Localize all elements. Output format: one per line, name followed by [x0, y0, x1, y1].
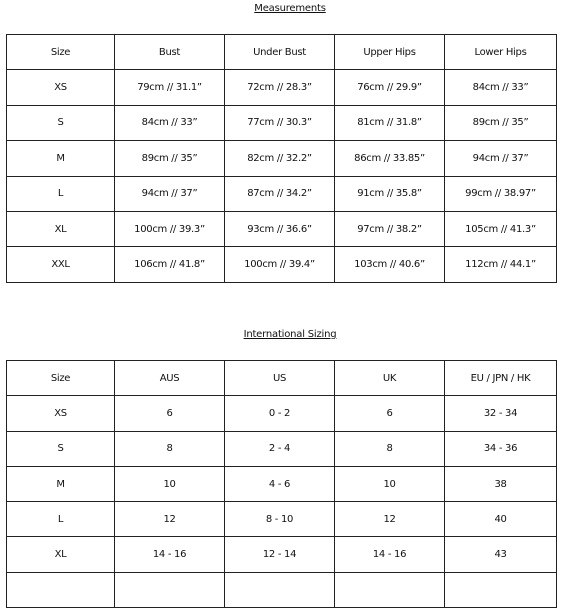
international-sizing-title: International Sizing [243, 329, 337, 340]
table-cell: 6 [115, 396, 225, 431]
table-row [7, 176, 557, 211]
table-cell: 0 - 2 [225, 396, 335, 431]
table-cell [225, 572, 335, 607]
measurements-title: Measurements [254, 3, 326, 14]
table-cell: 6 [335, 396, 445, 431]
table-cell: 94cm // 37” [445, 141, 557, 176]
table-cell: S [7, 105, 115, 140]
table-cell: 82cm // 32.2” [225, 141, 335, 176]
table-cell: 91cm // 35.8” [335, 176, 445, 211]
table-cell: 84cm // 33” [115, 105, 225, 140]
table-cell: 89cm // 35” [445, 105, 557, 140]
table-cell: 77cm // 30.3” [225, 105, 335, 140]
table-cell: 76cm // 29.9” [335, 70, 445, 105]
table-cell: 10 [115, 466, 225, 501]
column-header: US [225, 361, 335, 396]
table-row [7, 502, 557, 537]
table-cell: 112cm // 44.1” [445, 247, 557, 282]
table-cell: M [7, 466, 115, 501]
column-header: AUS [115, 361, 225, 396]
table-cell: 12 - 14 [225, 537, 335, 572]
table-cell [115, 572, 225, 607]
table-cell: 12 [115, 502, 225, 537]
table-cell: L [7, 176, 115, 211]
table-row [7, 70, 557, 105]
table-cell [445, 572, 557, 607]
table-header-row [7, 35, 557, 70]
table-header-row [7, 361, 557, 396]
table-cell: 32 - 34 [445, 396, 557, 431]
table-cell: 43 [445, 537, 557, 572]
table-cell: 94cm // 37” [115, 176, 225, 211]
table-row [7, 141, 557, 176]
table-cell: 87cm // 34.2” [225, 176, 335, 211]
table-cell [7, 572, 115, 607]
table-cell: 14 - 16 [115, 537, 225, 572]
table-cell: 8 [335, 431, 445, 466]
table-row [7, 431, 557, 466]
table-row [7, 105, 557, 140]
table-row [7, 466, 557, 501]
table-cell: 100cm // 39.4” [225, 247, 335, 282]
column-header: UK [335, 361, 445, 396]
column-header: Bust [115, 35, 225, 70]
table-cell: 72cm // 28.3” [225, 70, 335, 105]
table-cell: 86cm // 33.85” [335, 141, 445, 176]
table-cell: 14 - 16 [335, 537, 445, 572]
column-header: Size [7, 35, 115, 70]
table-cell: 8 - 10 [225, 502, 335, 537]
table-cell: 106cm // 41.8” [115, 247, 225, 282]
table-cell: 93cm // 36.6” [225, 211, 335, 246]
column-header: Under Bust [225, 35, 335, 70]
table-cell: S [7, 431, 115, 466]
table-cell: 103cm // 40.6” [335, 247, 445, 282]
table-cell: 40 [445, 502, 557, 537]
table-row [7, 572, 557, 607]
table-cell [335, 572, 445, 607]
table-row [7, 396, 557, 431]
table-cell: 10 [335, 466, 445, 501]
table-cell: 38 [445, 466, 557, 501]
table-cell: 84cm // 33” [445, 70, 557, 105]
table-cell: 34 - 36 [445, 431, 557, 466]
table-cell: 99cm // 38.97” [445, 176, 557, 211]
table-cell: 97cm // 38.2” [335, 211, 445, 246]
column-header: Lower Hips [445, 35, 557, 70]
column-header: Upper Hips [335, 35, 445, 70]
table-cell: 89cm // 35” [115, 141, 225, 176]
table-row [7, 211, 557, 246]
table-cell: XL [7, 537, 115, 572]
table-row [7, 537, 557, 572]
table-cell: XXL [7, 247, 115, 282]
measurements-table [6, 34, 557, 283]
column-header: Size [7, 361, 115, 396]
table-cell: XS [7, 70, 115, 105]
table-row [7, 247, 557, 282]
table-cell: XS [7, 396, 115, 431]
international-sizing-table [6, 360, 557, 608]
table-cell: 8 [115, 431, 225, 466]
table-cell: M [7, 141, 115, 176]
table-cell: 4 - 6 [225, 466, 335, 501]
table-cell: 79cm // 31.1” [115, 70, 225, 105]
table-cell: 81cm // 31.8” [335, 105, 445, 140]
table-cell: 100cm // 39.3” [115, 211, 225, 246]
table-cell: 12 [335, 502, 445, 537]
table-cell: 2 - 4 [225, 431, 335, 466]
table-cell: XL [7, 211, 115, 246]
table-cell: L [7, 502, 115, 537]
column-header: EU / JPN / HK [445, 361, 557, 396]
table-cell: 105cm // 41.3” [445, 211, 557, 246]
